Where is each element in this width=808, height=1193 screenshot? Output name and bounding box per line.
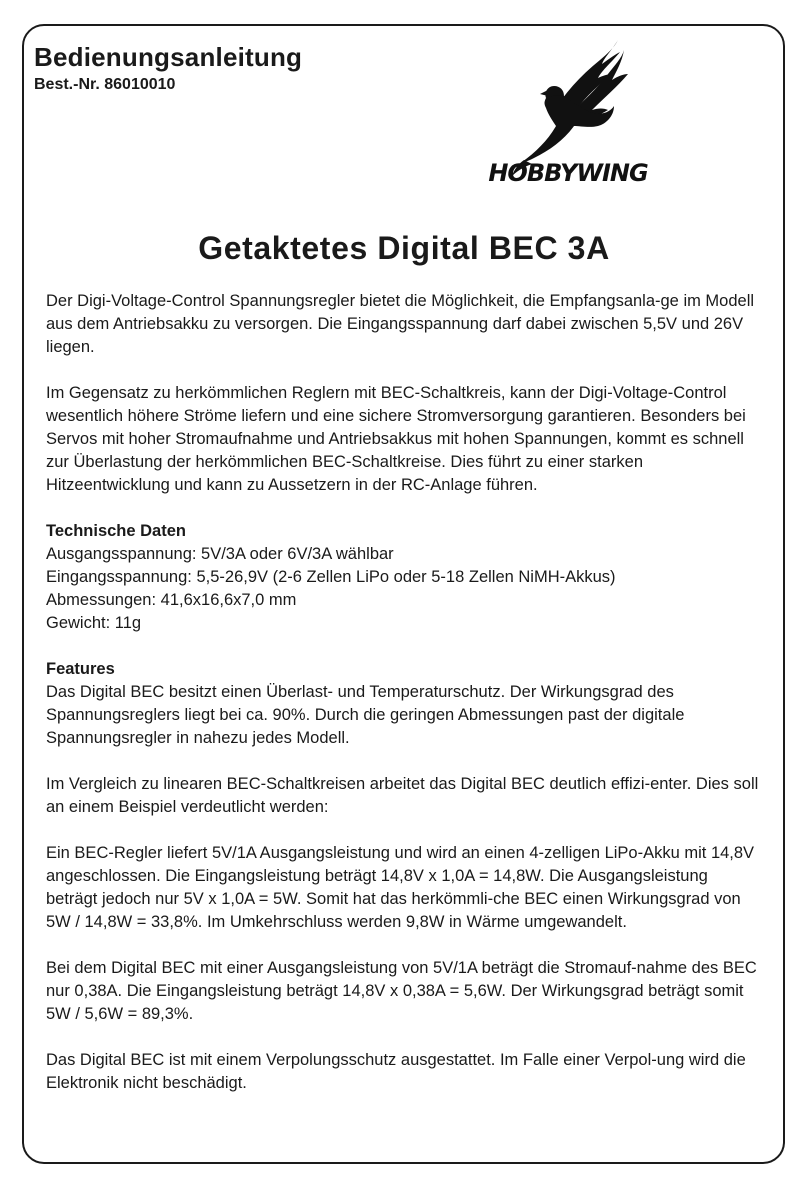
features-paragraph-2: Im Vergleich zu linearen BEC-Schaltkreisen arbeitet das Digital BEC deutlich effizi-enter. Dies soll an einem Beispiel verdeutlicht werden: <box>46 775 759 816</box>
spec-output-voltage: Ausgangsspannung: 5V/3A oder 6V/3A wählbar <box>46 545 394 563</box>
intro-paragraph-2: Im Gegensatz zu herkömmlichen Reglern mit BEC-Schaltkreis, kann der Digi-Voltage-Control wesentlich höhere Ströme liefern und eine sichere Stromversorgung garantieren. Besonders bei Servos mit hoher Stromaufnahme und Antriebsakkus mit hohen Spannungen, kommt es schnell zur Überlastung der herkömmlichen BEC-Schaltkreise. Dies führt zu einer starken Hitzeentwicklung und kann zu Aussetzern in der RC-Anlage führen. <box>46 384 746 494</box>
features-paragraph-5: Das Digital BEC ist mit einem Verpolungsschutz ausgestattet. Im Falle einer Verpol-ung wird die Elektronik nicht beschädigt. <box>46 1051 746 1092</box>
spec-input-voltage: Eingangsspannung: 5,5-26,9V (2-6 Zellen LiPo oder 5-18 Zellen NiMH-Akkus) <box>46 568 616 586</box>
logo-wordmark: HOBBYWING <box>488 159 648 186</box>
features-heading: Features <box>46 660 115 678</box>
features-paragraph-1: Das Digital BEC besitzt einen Überlast- und Temperaturschutz. Der Wirkungsgrad des Spannungsreglers liegt bei ca. 90%. Durch die geringen Abmessungen past der digitale Spannungsregler in nahezu jedes Modell. <box>46 683 685 747</box>
spec-weight: Gewicht: 11g <box>46 614 142 632</box>
tech-data-list <box>46 543 762 635</box>
order-number: Best.-Nr. 86010010 <box>34 76 176 93</box>
content-body <box>46 290 762 1118</box>
eagle-icon <box>452 36 682 186</box>
tech-data-heading: Technische Daten <box>46 522 186 540</box>
hobbywing-logo <box>452 36 682 186</box>
intro-paragraph-1: Der Digi-Voltage-Control Spannungsregler bietet die Möglichkeit, die Empfangsanla-ge im Modell aus dem Antriebsakku zu versorgen. Die Eingangsspannung darf dabei zwischen 5,5V und 26V liegen. <box>46 292 755 356</box>
main-title: Getaktetes Digital BEC 3A <box>198 230 610 266</box>
document-title: Bedienungsanleitung <box>34 42 303 72</box>
features-paragraph-3: Ein BEC-Regler liefert 5V/1A Ausgangsleistung und wird an einen 4-zelligen LiPo-Akku mit 14,8V angeschlossen. Die Eingangsleistung beträgt 14,8V x 1,0A = 14,8W. Die Ausgangsleistung beträgt jedoch nur 5V x 1,0A = 5W. Somit hat das herkömmli-che BEC einen Wirkungsgrad von 5W / 14,8W = 33,8%. Im Umkehrschluss werden 9,8W in Wärme umgewandelt. <box>46 844 755 931</box>
spec-dimensions: Abmessungen: 41,6x16,6x7,0 mm <box>46 591 297 609</box>
features-paragraph-4: Bei dem Digital BEC mit einer Ausgangsleistung von 5V/1A beträgt die Stromauf-nahme des BEC nur 0,38A. Die Eingangsleistung beträgt 14,8V x 0,38A = 5,6W. Der Wirkungsgrad beträgt somit 5W / 5,6W = 89,3%. <box>46 959 757 1023</box>
